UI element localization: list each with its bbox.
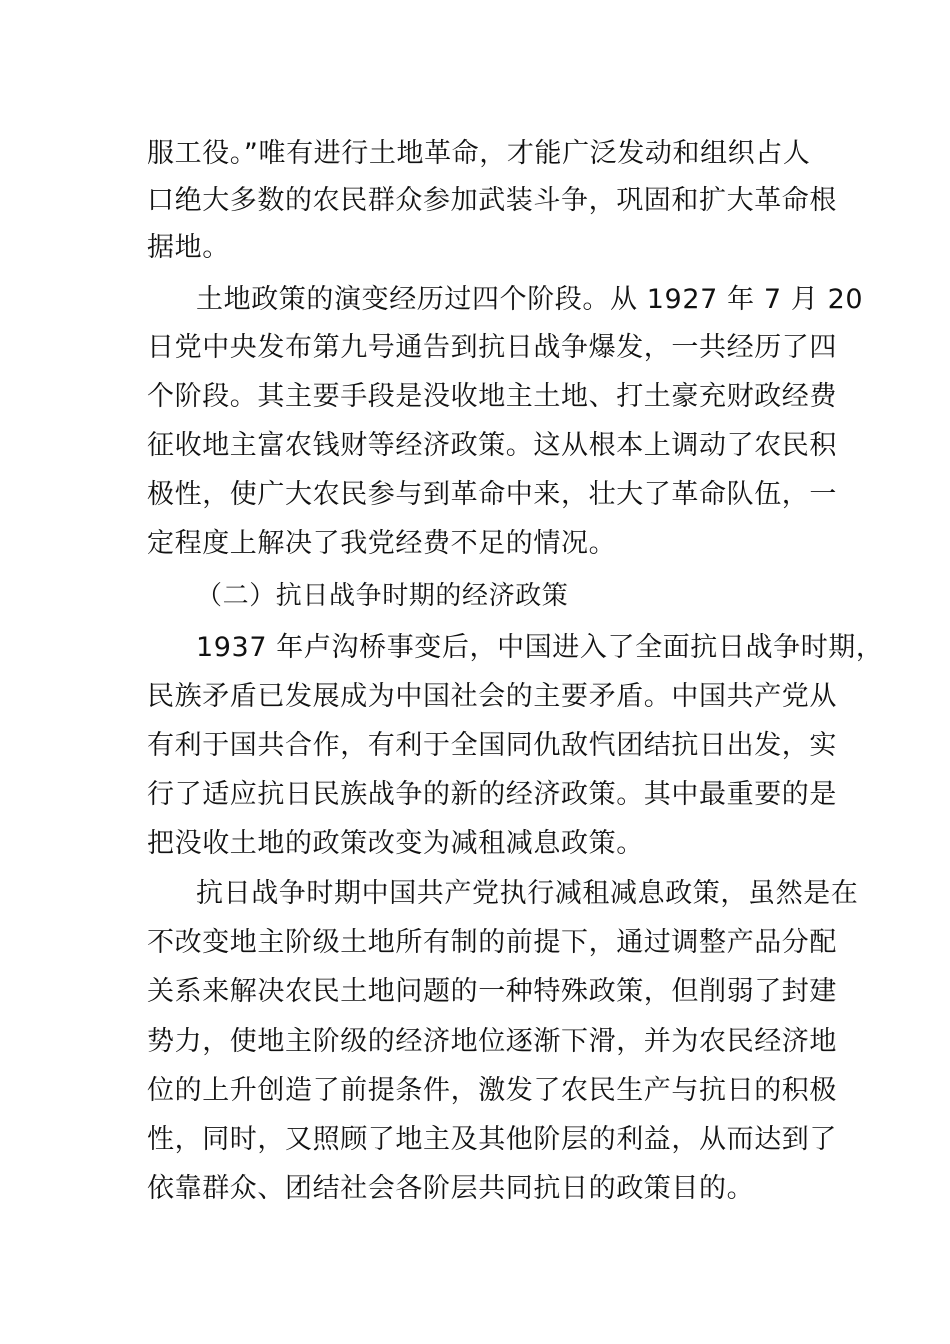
paragraph-first-line: 1937 年卢沟桥事变后，中国进入了全面抗日战争时期， — [196, 632, 884, 663]
body-text-line: 极性，使广大农民参与到革命中来，壮大了革命队伍，一 — [147, 479, 837, 510]
body-text-line: 个阶段。其主要手段是没收地主土地、打土豪充财政经费 — [147, 381, 837, 412]
section-heading: （二）抗日战争时期的经济政策 — [196, 581, 569, 611]
body-text-line: 征收地主富农钱财等经济政策。这从根本上调动了农民积 — [147, 430, 837, 461]
body-text-line: 口绝大多数的农民群众参加武装斗争，巩固和扩大革命根 — [147, 185, 837, 216]
body-text-line: 不改变地主阶级土地所有制的前提下，通过调整产品分配 — [147, 927, 837, 958]
body-text-line: 日党中央发布第九号通告到抗日战争爆发，一共经历了四 — [147, 332, 837, 363]
body-text-line: 位的上升创造了前提条件，激发了农民生产与抗日的积极 — [147, 1075, 837, 1106]
body-text-line: 把没收土地的政策改变为减租减息政策。 — [147, 828, 644, 859]
body-text-line: 性，同时，又照顾了地主及其他阶层的利益，从而达到了 — [147, 1124, 837, 1155]
body-text-line: 关系来解决农民土地问题的一种特殊政策，但削弱了封建 — [147, 976, 837, 1007]
body-text-line: 据地。 — [147, 232, 230, 263]
body-text-line: 有利于国共合作，有利于全国同仇敌忾团结抗日出发，实 — [147, 730, 837, 761]
body-text-line: 服工役。”唯有进行土地革命，才能广泛发动和组织占人 — [147, 138, 811, 169]
paragraph-first-line: 抗日战争时期中国共产党执行减租减息政策，虽然是在 — [196, 878, 859, 909]
body-text-line: 行了适应抗日民族战争的新的经济政策。其中最重要的是 — [147, 779, 837, 810]
body-text-line: 依靠群众、团结社会各阶层共同抗日的政策目的。 — [147, 1173, 755, 1204]
body-text-line: 势力，使地主阶级的经济地位逐渐下滑，并为农民经济地 — [147, 1026, 837, 1057]
paragraph-first-line: 土地政策的演变经历过四个阶段。从 1927 年 7 月 20 — [196, 284, 864, 315]
body-text-line: 定程度上解决了我党经费不足的情况。 — [147, 528, 617, 559]
body-text-line: 民族矛盾已发展成为中国社会的主要矛盾。中国共产党从 — [147, 681, 837, 712]
